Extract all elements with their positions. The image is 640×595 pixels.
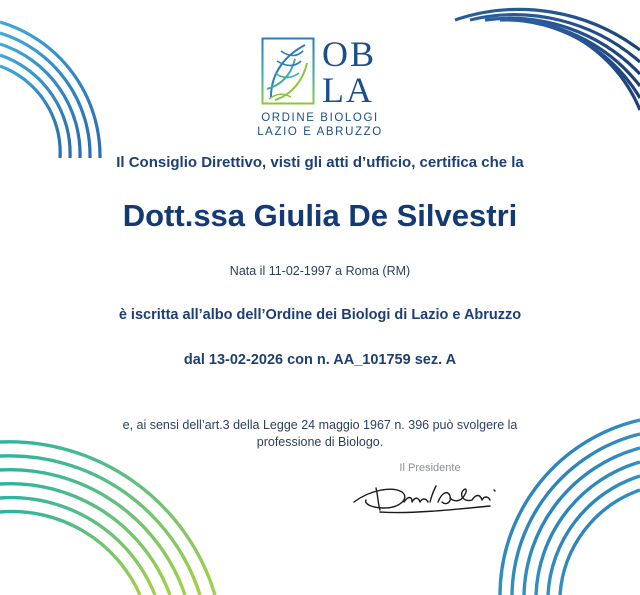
logo-word-line1: OB [322, 34, 377, 74]
registration-number: dal 13-02-2026 con n. AA_101759 sez. A [183, 352, 457, 368]
org-name-line1: ORDINE BIOLOGI [261, 112, 379, 124]
certificate-intro: Il Consiglio Direttivo, visti gli atti d’ufficio, certifica che la [116, 154, 524, 171]
org-name-line2: LAZIO E ABRUZZO [257, 126, 383, 138]
obla-logo [261, 34, 381, 110]
birth-details: Nata il 11-02-1997 a Roma (RM) [229, 264, 411, 278]
legal-paragraph [70, 417, 570, 451]
legal-line1: e, ai sensi dell’art.3 della Legge 24 maggio 1967 n. 396 può svolgere la [122, 418, 518, 432]
registration-statement: è iscritta all’albo dell’Ordine dei Biologi di Lazio e Abruzzo [118, 307, 522, 323]
leaf-dna-logo-icon [261, 37, 315, 105]
recipient-name: Dott.ssa Giulia De Silvestri [122, 198, 518, 233]
bottom-left-arcs [0, 442, 215, 595]
logo-word-line2: LA [322, 70, 374, 110]
president-title: Il Presidente [399, 462, 461, 474]
legal-line2: professione di Biologo. [256, 435, 384, 449]
top-right-arcs [455, 9, 640, 110]
top-left-arcs [0, 22, 100, 158]
president-signature [350, 472, 502, 516]
